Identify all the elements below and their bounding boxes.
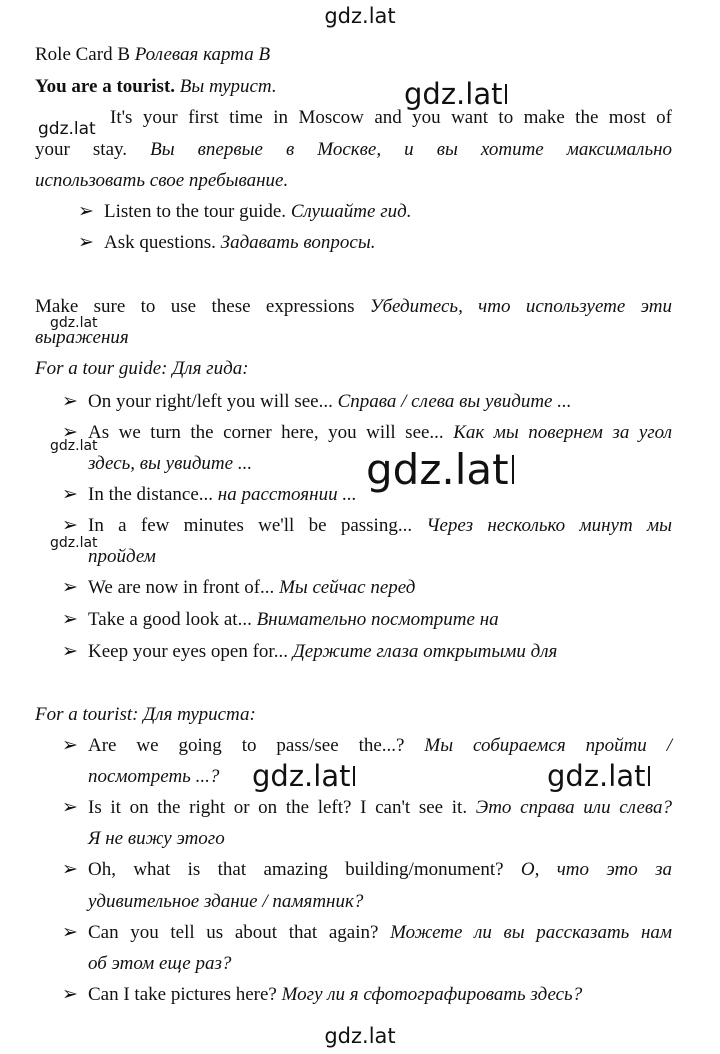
guide-heading: For a tour guide: Для гида: xyxy=(35,358,249,379)
tourist-item: ➢ Can I take pictures here? Могу ли я сфотографировать здесь? xyxy=(62,984,583,1005)
guide-item: ➢ We are now in front of... Мы сейчас перед xyxy=(62,577,416,598)
arrow-bullet-icon: ➢ xyxy=(78,232,94,253)
tourist-item-continuation: посмотреть ...? xyxy=(88,766,220,787)
watermark: gdz.lat xyxy=(38,119,96,139)
tourist-item: ➢ Is it on the right or on the left? I can't see it. Это справа или слева? xyxy=(62,797,672,818)
tourist-item: ➢ Are we going to pass/see the...? Мы собираемся пройти / xyxy=(62,735,673,756)
task-item: ➢ Ask questions. Задавать вопросы. xyxy=(78,232,376,253)
tourist-item-continuation: Я не вижу этого xyxy=(88,828,225,849)
arrow-bullet-icon: ➢ xyxy=(62,609,78,630)
arrow-bullet-icon: ➢ xyxy=(62,984,78,1005)
guide-item-continuation: пройдем xyxy=(88,546,156,567)
watermark: gdz.lat xyxy=(50,315,98,331)
watermark: gdz.lat xyxy=(547,762,650,791)
intro-line-2: your stay. Вы впервые в Москве, и вы хотите максимально xyxy=(35,139,673,160)
task-item: ➢ Listen to the tour guide. Слушайте гид. xyxy=(78,201,412,222)
tourist-line: You are a tourist. Вы турист. xyxy=(35,76,277,97)
arrow-bullet-icon: ➢ xyxy=(62,484,78,505)
watermark: gdz.lat xyxy=(366,449,514,491)
guide-item-continuation: здесь, вы увидите ... xyxy=(88,453,253,474)
guide-item: ➢ Take a good look at... Внимательно посмотрите на xyxy=(62,609,499,630)
guide-item: ➢ As we turn the corner here, you will see... Как мы повернем за угол xyxy=(62,422,672,443)
arrow-bullet-icon: ➢ xyxy=(62,577,78,598)
role-card-title: Role Card B Ролевая карта В xyxy=(35,44,271,65)
arrow-bullet-icon: ➢ xyxy=(62,422,78,443)
arrow-bullet-icon: ➢ xyxy=(62,391,78,412)
arrow-bullet-icon: ➢ xyxy=(78,201,94,222)
tourist-heading: For a tourist: Для туриста: xyxy=(35,704,256,725)
guide-item: ➢ In the distance... на расстоянии ... xyxy=(62,484,357,505)
arrow-bullet-icon: ➢ xyxy=(62,641,78,662)
arrow-bullet-icon: ➢ xyxy=(62,735,78,756)
watermark: gdz.lat xyxy=(252,762,355,791)
expressions-line-2: выражения xyxy=(35,327,129,348)
tourist-item: ➢ Oh, what is that amazing building/monument? О, что это за xyxy=(62,859,672,880)
arrow-bullet-icon: ➢ xyxy=(62,922,78,943)
watermark: gdz.lat xyxy=(50,535,98,551)
intro-line-3: использовать свое пребывание. xyxy=(35,170,289,191)
intro-line-1: It's your first time in Moscow and you want to make the most of xyxy=(110,107,672,128)
tourist-item-continuation: об этом еще раз? xyxy=(88,953,232,974)
watermark: gdz.lat xyxy=(404,80,507,109)
watermark: gdz.lat xyxy=(50,438,98,454)
arrow-bullet-icon: ➢ xyxy=(62,515,78,536)
guide-item: ➢ In a few minutes we'll be passing... Через несколько минут мы xyxy=(62,515,672,536)
guide-item: ➢ On your right/left you will see... Справа / слева вы увидите ... xyxy=(62,391,572,412)
guide-item: ➢ Keep your eyes open for... Держите глаза открытыми для xyxy=(62,641,558,662)
watermark-top: gdz.lat xyxy=(324,4,396,28)
expressions-line-1: Make sure to use these expressions Убедитесь, что используете эти xyxy=(35,296,672,317)
watermark-bottom: gdz.lat xyxy=(324,1024,396,1048)
arrow-bullet-icon: ➢ xyxy=(62,859,78,880)
arrow-bullet-icon: ➢ xyxy=(62,797,78,818)
tourist-item: ➢ Can you tell us about that again? Можете ли вы рассказать нам xyxy=(62,922,673,943)
tourist-item-continuation: удивительное здание / памятник? xyxy=(88,891,364,912)
